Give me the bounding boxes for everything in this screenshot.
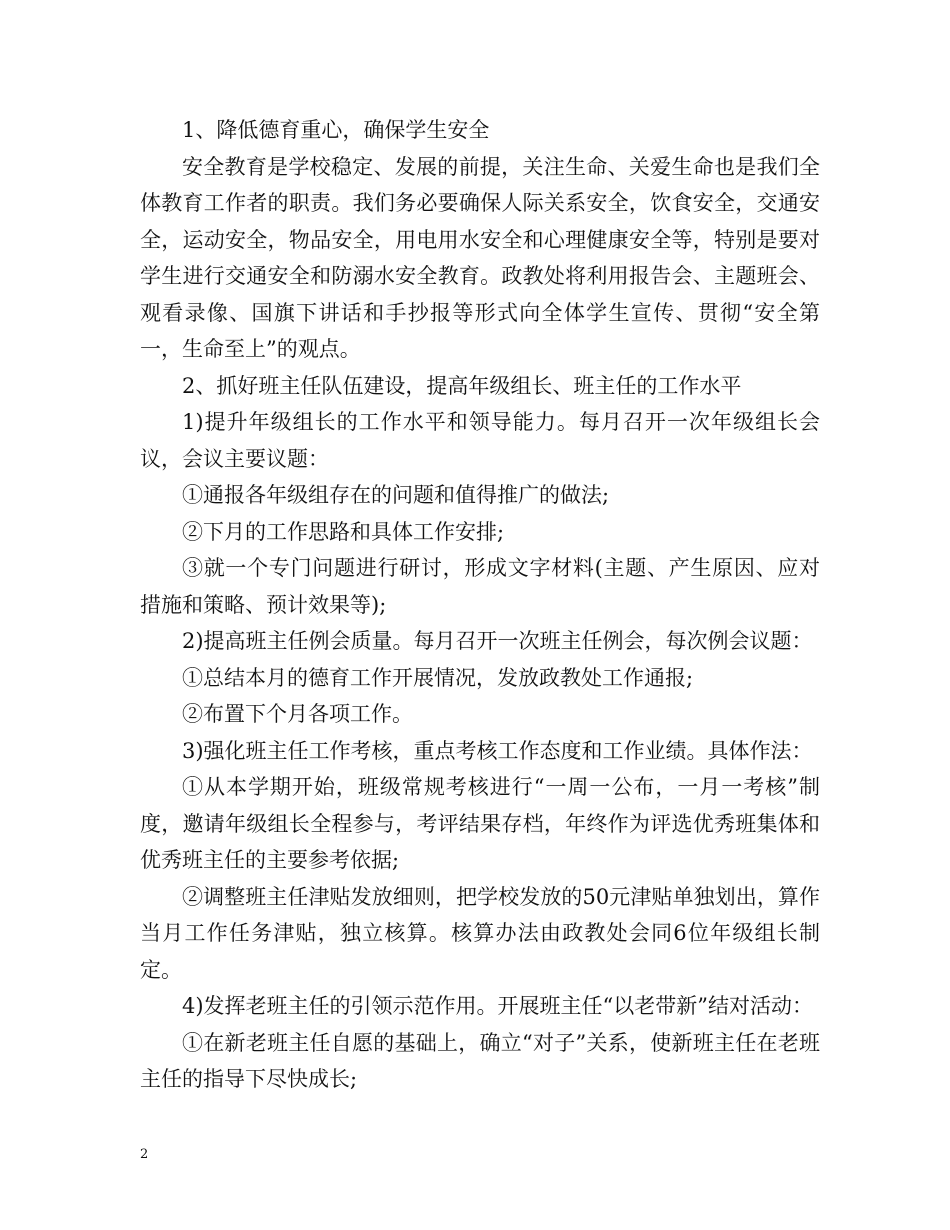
section-heading: 1、降低德育重心，确保学生安全 xyxy=(182,118,490,142)
list-item: ①在新老班主任自愿的基础上，确立“对子”关系，使新班主任在老班主任的指导下尽快成长; xyxy=(140,1030,820,1091)
body-paragraph: 3)强化班主任工作考核，重点考核工作态度和工作业绩。具体作法： xyxy=(182,738,813,763)
list-item: ①从本学期开始，班级常规考核进行“一周一公布，一月一考核”制度，邀请年级组长全程参与，考评结果存档，年终作为评选优秀班集体和优秀班主任的主要参考依据; xyxy=(140,775,820,872)
list-item: ②下月的工作思路和具体工作安排; xyxy=(182,519,505,544)
list-item: ③就一个专门问题进行研讨，形成文字材料(主题、产生原因、应对措施和策略、预计效果等); xyxy=(140,556,820,617)
section-heading: 2、抓好班主任队伍建设，提高年级组长、班主任的工作水平 xyxy=(182,373,742,398)
body-paragraph: 4)发挥老班主任的引领示范作用。开展班主任“以老带新”结对活动： xyxy=(182,994,814,1018)
list-item: ②布置下个月各项工作。 xyxy=(182,702,413,726)
list-item: ①总结本月的德育工作开展情况，发放政教处工作通报; xyxy=(182,665,694,690)
body-paragraph: 安全教育是学校稳定、发展的前提，关注生命、关爱生命也是我们全体教育工作者的职责。我们务必要确保人际关系安全，饮食安全，交通安全，运动安全，物品安全，用电用水安全和心理健康安全等，特别是要对学生进行交通安全和防溺水安全教育。政教处将利用报告会、主题班会、观看录像、国旗下讲话和手抄报等形式向全体学生宣传、贯彻“安全第一，生命至上”的观点。 xyxy=(140,154,820,361)
body-paragraph: 1)提升年级组长的工作水平和领导能力。每月召开一次年级组长会议，会议主要议题： xyxy=(140,410,820,471)
list-item: ②调整班主任津贴发放细则，把学校发放的50元津贴单独划出，算作当月工作任务津贴，独立核算。核算办法由政教处会同6位年级组长制定。 xyxy=(140,884,820,982)
document-body xyxy=(140,112,820,1098)
page-number: 2 xyxy=(140,1147,149,1162)
body-paragraph: 2)提高班主任例会质量。每月召开一次班主任例会，每次例会议题： xyxy=(182,629,813,653)
list-item: ①通报各年级组存在的问题和值得推广的做法; xyxy=(182,483,610,507)
